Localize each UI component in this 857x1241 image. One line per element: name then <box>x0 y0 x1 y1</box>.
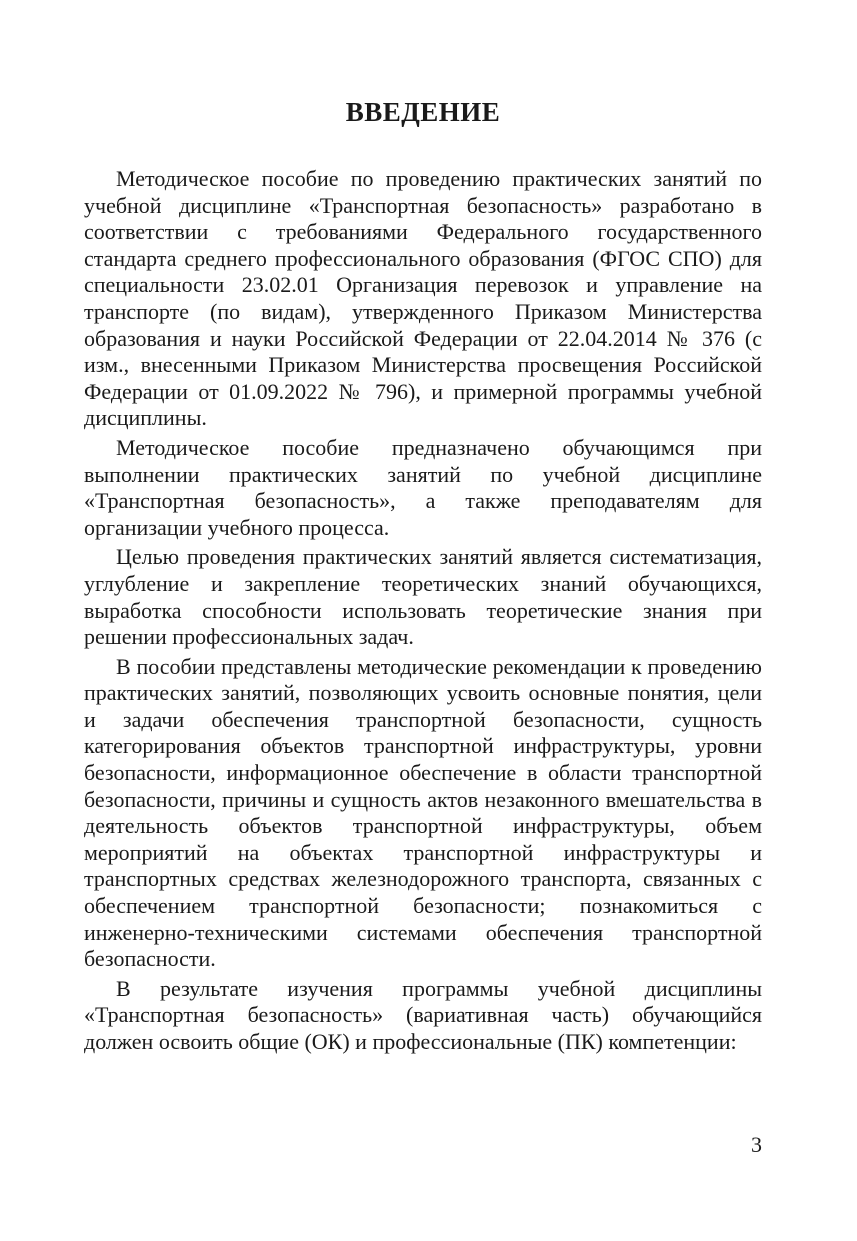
body-text <box>84 166 762 1059</box>
paragraph-audience: Методическое пособие предназначено обучающимся при выполнении практических занятий по учебной дисциплине «Транспортная безопасность», а также преподавателям для организации учебного процесса. <box>84 434 762 540</box>
paragraph-purpose: Методическое пособие по проведению практических занятий по учебной дисциплине «Транспортная безопасность» разработано в соответствии с требованиями Федерального государственного стандарта среднего профессионального образования (ФГОС СПО) для специальности 23.02.01 Организация перевозок и управление на транспорте (по видам), утвержденного Приказом Министерства образования и науки Российской Федерации от 22.04.2014 № 376 (с изм., внесенными Приказом Министерства просвещения Российской Федерации от 01.09.2022 № 796), и примерной программы учебной дисциплины. <box>84 166 762 431</box>
paragraph-competencies: В результате изучения программы учебной дисциплины «Транспортная безопасность» (вариативная часть) обучающийся должен освоить общие (ОК) и профессиональные (ПК) компетенции: <box>84 975 762 1054</box>
paragraph-contents: В пособии представлены методические рекомендации к проведению практических занятий, позволяющих усвоить основные понятия, цели и задачи обеспечения транспортной безопасности, сущность категорирования объектов транспортной инфраструктуры, уровни безопасности, информационное обеспечение в области транспортной безопасности, причины и сущность актов незаконного вмешательства в деятельность объектов транспортной инфраструктуры, объем мероприятий на объектах транспортной инфраструктуры и транспортных средствах железнодорожного транспорта, связанных с обеспечением транспортной безопасности; познакомиться с инженерно-техническими системами обеспечения транспортной безопасности. <box>84 653 762 972</box>
page-number: 3 <box>751 1132 762 1157</box>
document-page <box>84 0 762 1241</box>
section-heading: ВВЕДЕНИЕ <box>345 97 501 127</box>
paragraph-goal: Целью проведения практических занятий является систематизация, углубление и закрепление теоретических знаний обучающихся, выработка способности использовать теоретические знания при решении профессиональных задач. <box>84 544 762 650</box>
